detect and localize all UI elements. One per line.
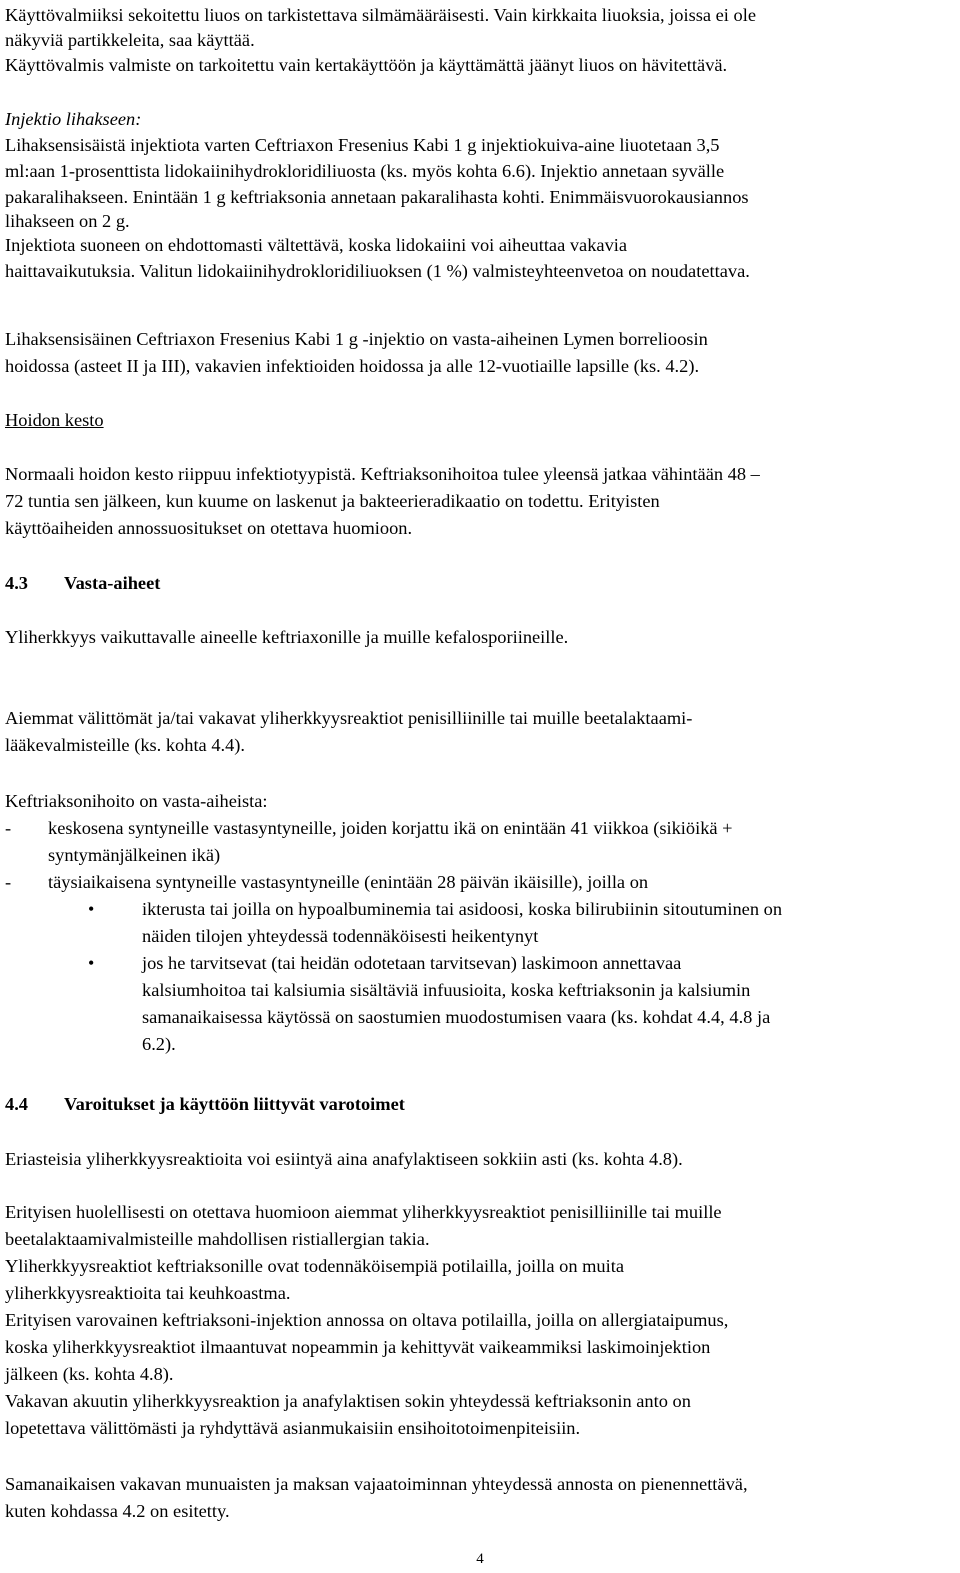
text-line: Käyttövalmiiksi sekoitettu liuos on tarkistettava silmämääräisesti. Vain kirkkaita liuoksia, joissa ei ole: [5, 5, 756, 25]
text-line: yliherkkyysreaktioita tai keuhkoastma.: [5, 1283, 291, 1303]
text-line: ikterusta tai joilla on hypoalbuminemia tai asidoosi, koska bilirubiinin sitoutuminen on: [142, 899, 783, 919]
text-line: näiden tilojen yhteydessä todennäköisesti heikentynyt: [142, 926, 539, 946]
section-number: 4.4: [5, 1094, 28, 1114]
text-line: kuten kohdassa 4.2 on esitetty.: [5, 1501, 230, 1521]
text-line: keskosena syntyneille vastasyntyneille, joiden korjattu ikä on enintään 41 viikkoa (sikiöikä +: [48, 818, 733, 838]
section-title: Vasta-aiheet: [64, 573, 161, 593]
duration-paragraph: [5, 461, 760, 542]
section-title: Varoitukset ja käyttöön liittyvät varotoimet: [64, 1094, 405, 1114]
text-line: pakaralihakseen. Enintään 1 g keftriaksonia annetaan pakaralihasta kohti. Enimmäisvuorokausiannos: [5, 187, 749, 207]
text-line: Yliherkkyysreaktiot keftriaksonille ovat todennäköisempiä potilailla, joilla on muita: [5, 1256, 625, 1276]
list-item: [5, 815, 955, 869]
text-line: Aiemmat välittömät ja/tai vakavat yliherkkyysreaktiot penisilliinille tai muille beetalaktaami-: [5, 708, 693, 728]
text-line: 72 tuntia sen jälkeen, kun kuume on laskenut ja bakteerieradikaatio on todettu. Erityisten: [5, 491, 660, 511]
text-line: Lihaksensisäinen Ceftriaxon Fresenius Kabi 1 g -injektio on vasta-aiheinen Lymen borrelioosin: [5, 329, 708, 349]
text-line: 6.2).: [142, 1034, 176, 1054]
text-line: täysiaikaisena syntyneille vastasyntyneille (enintään 28 päivän ikäisille), joilla on: [48, 872, 649, 892]
text-line: Samanaikaisen vakavan munuaisten ja maksan vajaatoiminnan yhteydessä annosta on pienennettävä,: [5, 1474, 748, 1494]
text-line: Erityisen varovainen keftriaksoni-injektion annossa on oltava potilailla, joilla on allergiataipumus,: [5, 1310, 729, 1330]
text-line: jälkeen (ks. kohta 4.8).: [5, 1364, 174, 1384]
bullet-icon: •: [88, 899, 95, 919]
text-line: beetalaktaamivalmisteille mahdollisen ristiallergian takia.: [5, 1229, 430, 1249]
list-item: [5, 869, 955, 896]
duration-heading: [5, 407, 104, 434]
section-4-3-list: [5, 788, 955, 1058]
im-usage-paragraph: [5, 326, 708, 380]
section-4-4-para1: [5, 1146, 683, 1173]
list-item: [5, 950, 955, 1058]
text-line: Lihaksensisäistä injektiota varten Ceftriaxon Fresenius Kabi 1 g injektiokuiva-aine liuotetaan 3,5: [5, 135, 720, 155]
section-number: 4.3: [5, 573, 28, 593]
section-4-3-para2: [5, 705, 692, 759]
text-line: Eriasteisia yliherkkyysreaktioita voi esiintyä aina anafylaktiseen sokkiin asti (ks. kohta 4.8).: [5, 1149, 683, 1169]
section-4-3-heading: [5, 570, 160, 597]
text-line: koska yliherkkyysreaktiot ilmaantuvat nopeammin ja kehittyvät vaikeammiksi laskimoinjektion: [5, 1337, 711, 1357]
text-line: Käyttövalmis valmiste on tarkoitettu vain kertakäyttöön ja käyttämättä jäänyt liuos on hävitettävä.: [5, 55, 728, 75]
text-line: Yliherkkyys vaikuttavalle aineelle keftriaxonille ja muille kefalosporiineille.: [5, 627, 569, 647]
section-4-4-para3: [5, 1471, 748, 1525]
text-line: Vakavan akuutin yliherkkyysreaktion ja anafylaktisen sokin yhteydessä keftriaksonin anto on: [5, 1391, 691, 1411]
text-line: lihakseen on 2 g.: [5, 211, 130, 231]
text-line: syntymänjälkeinen ikä): [48, 845, 221, 865]
im-injection-title: Injektio lihakseen:: [5, 109, 142, 129]
page-number: 4: [476, 1551, 484, 1567]
text-line: ml:aan 1-prosenttista lidokaiinihydrokloridiliuosta (ks. myös kohta 6.6). Injektio annetaan syvälle: [5, 161, 725, 181]
hoidon-kesto-heading: Hoidon kesto: [5, 410, 104, 430]
section-4-3-para1: [5, 624, 568, 651]
list-intro: Keftriaksonihoito on vasta-aiheista:: [5, 791, 268, 811]
text-line: Normaali hoidon kesto riippuu infektiotyypistä. Keftriaksonihoitoa tulee yleensä jatkaa vähintään 48 –: [5, 464, 760, 484]
dash-marker: -: [5, 818, 12, 838]
text-line: käyttöaiheiden annossuositukset on otettava huomioon.: [5, 518, 413, 538]
text-line: samanaikaisessa käytössä on saostumien muodostumisen vaara (ks. kohdat 4.4, 4.8 ja: [142, 1007, 771, 1027]
section-4-4-heading: [5, 1091, 405, 1118]
im-injection-section: [5, 106, 750, 285]
text-line: jos he tarvitsevat (tai heidän odotetaan tarvitsevan) laskimoon annettavaa: [142, 953, 682, 973]
text-line: Injektiota suoneen on ehdottomasti vältettävä, koska lidokaiini voi aiheuttaa vakavia: [5, 235, 628, 255]
dash-marker: -: [5, 872, 12, 892]
text-line: Erityisen huolellisesti on otettava huomioon aiemmat yliherkkyysreaktiot penisilliinille tai muille: [5, 1202, 722, 1222]
text-line: lääkevalmisteille (ks. kohta 4.4).: [5, 735, 246, 755]
bullet-icon: •: [88, 953, 95, 973]
top-paragraph: [5, 2, 756, 79]
text-line: lopetettava välittömästi ja ryhdyttävä asianmukaisiin ensihoitotoimenpiteisiin.: [5, 1418, 581, 1438]
section-4-4-para2: [5, 1199, 728, 1442]
list-item: [5, 896, 955, 950]
text-line: näkyviä partikkeleita, saa käyttää.: [5, 30, 255, 50]
text-line: haittavaikutuksia. Valitun lidokaiinihydrokloridiliuoksen (1 %) valmisteyhteenvetoa on noudatettava.: [5, 261, 750, 281]
text-line: kalsiumhoitoa tai kalsiumia sisältäviä infuusioita, koska keftriaksonin ja kalsiumin: [142, 980, 751, 1000]
text-line: hoidossa (asteet II ja III), vakavien infektioiden hoidossa ja alle 12-vuotiaille lapsille (ks. 4.2).: [5, 356, 700, 376]
